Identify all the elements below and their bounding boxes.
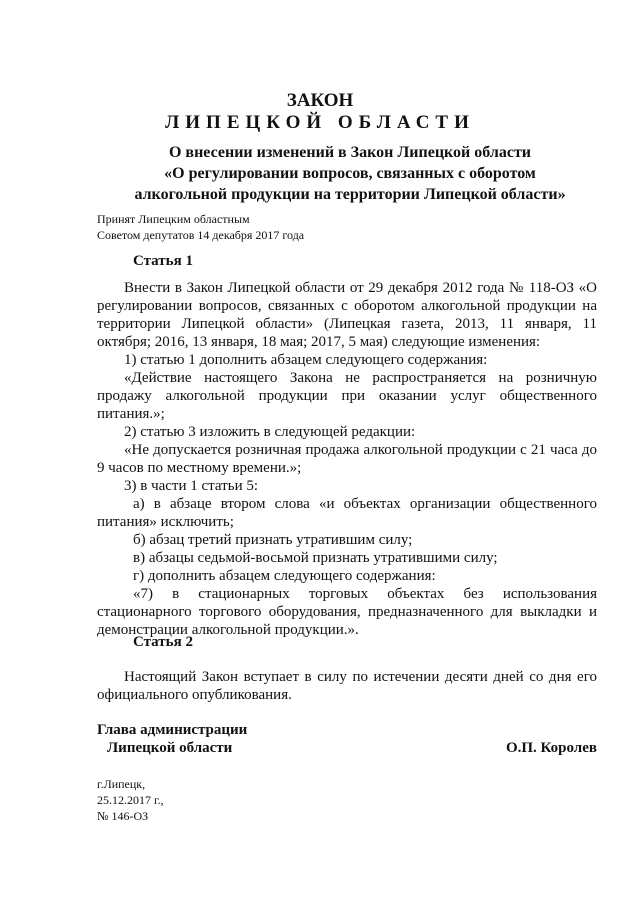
subtitle-line: алкогольной продукции на территории Липецкой области» [134, 186, 566, 203]
signatory-name: О.П. Королев [505, 740, 597, 756]
signatory-position [97, 721, 247, 757]
paragraph: «7) в стационарных торговых объектах без использования стационарного торгового оборудования, предназначенного для выкладки и демонстрации алкогольной продукции.». [97, 586, 597, 638]
document-region-title: ЛИПЕЦКОЙ ОБЛАСТИ [165, 112, 475, 133]
paragraph: а) в абзаце втором слова «и объектах организации общественного питания» исключить; [97, 496, 597, 530]
document-subtitle [100, 142, 600, 205]
signatory-position-line: Глава администрации [97, 722, 248, 738]
paragraph: «Не допускается розничная продажа алкогольной продукции с 21 часа до 9 часов по местному времени.»; [97, 442, 597, 476]
footer-place: г.Липецк, [97, 777, 146, 791]
paragraph: Настоящий Закон вступает в силу по истечении десяти дней со дня его официального опубликования. [97, 669, 597, 703]
footer-number: № 146-ОЗ [97, 809, 149, 823]
paragraph: 2) статью 3 изложить в следующей редакции: [124, 424, 416, 440]
adoption-line: Принят Липецким областным [97, 212, 250, 226]
paragraph: Внести в Закон Липецкой области от 29 декабря 2012 года № 118-ОЗ «О регулировании вопросов, связанных с оборотом алкогольной продукции на территории Липецкой области» (Липецкая газета, 2013, 11 января, 11 октября; 2016, 13 января, 18 мая; 2017, 5 мая) следующие изменения: [97, 280, 597, 350]
paragraph: б) абзац третий признать утратившим силу; [133, 532, 413, 548]
paragraph: в) абзацы седьмой-восьмой признать утратившими силу; [133, 550, 498, 566]
document-footer [97, 776, 164, 824]
document-title: ЗАКОН [286, 90, 354, 111]
subtitle-line: «О регулировании вопросов, связанных с оборотом [164, 165, 536, 182]
signatory-position-line: Липецкой области [107, 740, 233, 756]
paragraph: 1) статью 1 дополнить абзацем следующего содержания: [124, 352, 488, 368]
article-1-body [97, 279, 597, 639]
article-1-heading: Статья 1 [133, 253, 193, 269]
adoption-line: Советом депутатов 14 декабря 2017 года [97, 228, 305, 242]
paragraph: 3) в части 1 статьи 5: [124, 478, 259, 494]
paragraph: «Действие настоящего Закона не распространяется на розничную продажу алкогольной продукции при оказании услуг общественного питания.»; [97, 370, 597, 422]
article-2-heading: Статья 2 [133, 634, 193, 650]
subtitle-line: О внесении изменений в Закон Липецкой области [168, 144, 532, 161]
paragraph: г) дополнить абзацем следующего содержания: [133, 568, 436, 584]
footer-date: 25.12.2017 г., [97, 793, 164, 807]
adoption-note [97, 211, 304, 243]
article-2-body [97, 668, 597, 704]
